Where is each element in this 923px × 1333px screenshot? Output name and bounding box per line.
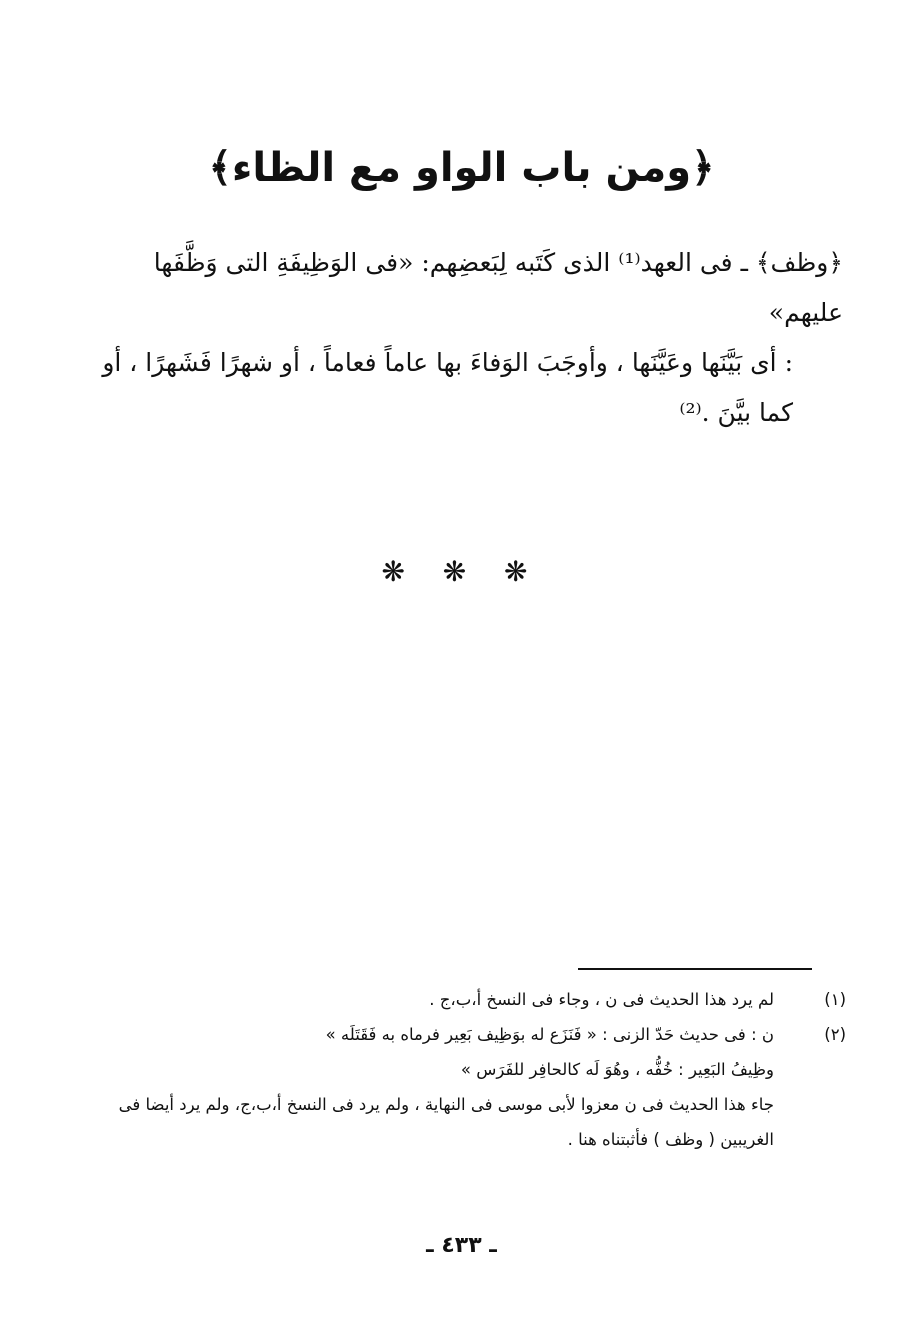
footnote-line: ن : فى حديث حَدّ الزنى : « فَنَزَع له بوَظِيف بَعِير فرماه به فَقَتَلَه » (325, 1025, 774, 1044)
chapter-title: ﴿ومن باب الواو مع الظاء﴾ (208, 145, 715, 191)
footnote-text (78, 982, 774, 1017)
section-divider: ❋ ❋ ❋ (381, 555, 542, 588)
footnote-text (78, 1017, 774, 1157)
footnote-separator (578, 968, 812, 970)
footnote-1 (78, 982, 846, 1017)
footnote-line: وظِيفُ البَعِير : خُفُّه ، وهُوَ لَه كالحافِر للفَرَس » (460, 1060, 774, 1079)
entry-gloss-line: : أى بَيَّنَها وعَيَّنَها ، وأوجَبَ الوَفاءَ بها عاماً فعاماً ، أو شهرًا فَشَهرًا ، أو كما بيَّنَ .⁽²⁾ (102, 348, 793, 427)
footnote-number: (٢) (824, 1025, 846, 1044)
footnote-line: جاء هذا الحديث فى ن معزوا لأبى موسى فى النهاية ، ولم يرد فى النسخ أ،ب،ج، ولم يرد أيضا فى الغريبين ( وظف ) فأثبتناه هنا . (118, 1095, 774, 1149)
footnote-2 (78, 1017, 846, 1157)
page-number: ـ ٤٣٣ ـ (426, 1233, 497, 1258)
footnote-line: لم يرد هذا الحديث فى ن ، وجاء فى النسخ أ،ب،ج . (429, 990, 774, 1009)
dictionary-entry (78, 238, 843, 438)
footnote-number: (١) (824, 990, 846, 1009)
entry-headword-line: ﴿وظف﴾ ـ فى العهد⁽¹⁾ الذى كَتَبه لِبَعضِهم: «فى الوَظِيفَةِ التى وَظَّفَها عليهم» (153, 248, 843, 327)
footnotes (78, 982, 846, 1157)
